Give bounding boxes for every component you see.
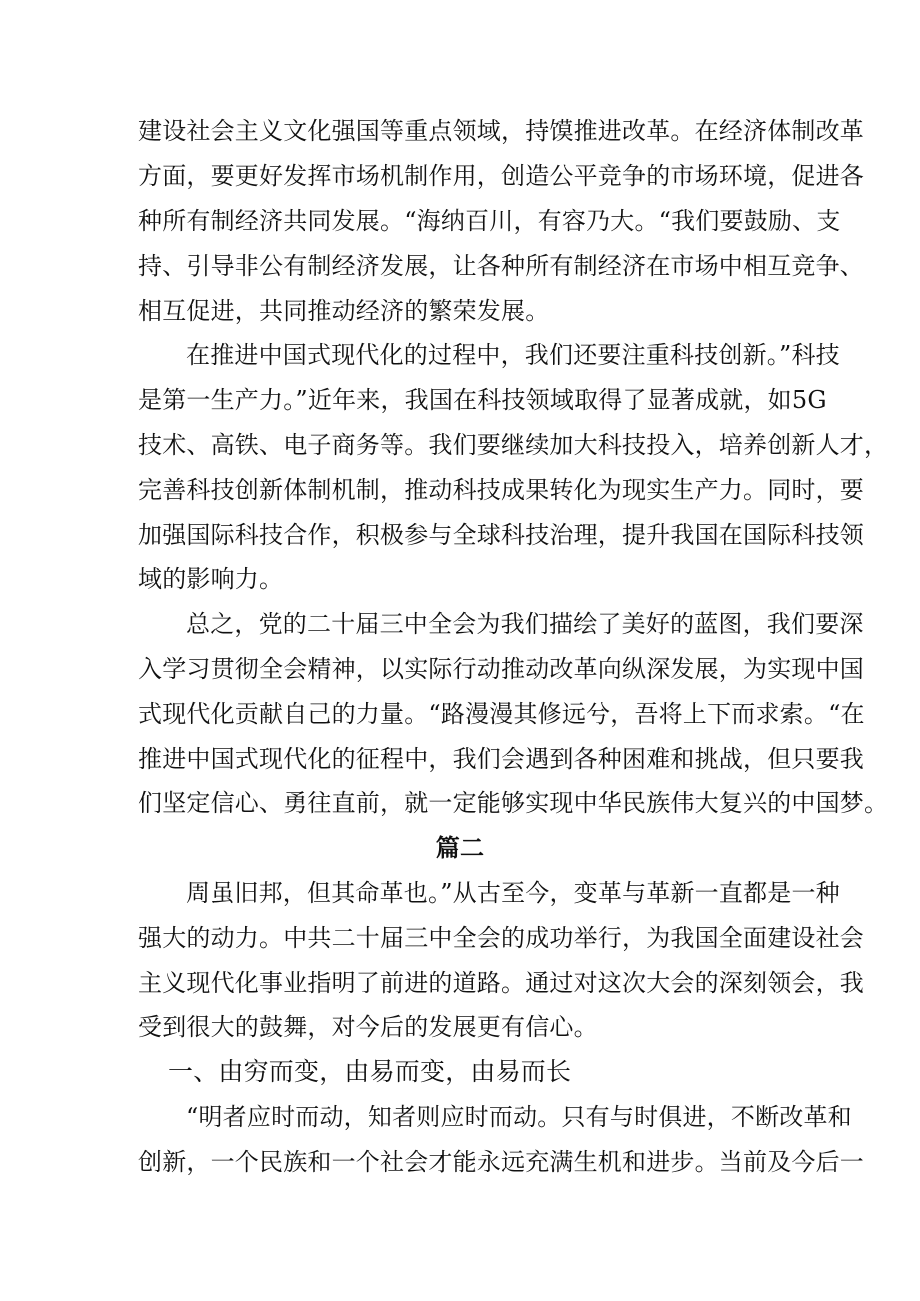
text-line: 持、引导非公有制经济发展，让各种所有制经济在市场中相互竞争、 (138, 252, 864, 280)
section-heading: 篇二 (435, 833, 485, 862)
text-line: 技术、高铁、电子商务等。我们要继续加大科技投入，培养创新人才， (138, 431, 889, 459)
text-line: 式现代化贡献自己的力量。“路漫漫其修远兮，吾将上下而求索。“在 (138, 700, 865, 728)
text-line: 受到很大的鼓舞，对今后的发展更有信心。 (138, 1013, 598, 1041)
subsection-heading: 一、由穷而变，由易而变，由易而长 (168, 1057, 572, 1086)
text-line: 加强国际科技合作，积极参与全球科技治理，提升我国在国际科技领 (138, 521, 864, 549)
text-line: 是第一生产力。”近年来，我国在科技领域取得了显著成就，如5G (138, 386, 827, 414)
text-line: 强大的动力。中共二十届三中全会的成功举行，为我国全面建设社会 (138, 924, 864, 952)
text-line: 域的影响力。 (138, 565, 284, 593)
text-line: 方面，要更好发挥市场机制作用，创造公平竞争的市场环境，促进各 (138, 162, 864, 190)
text-line: 们坚定信心、勇往直前，就一定能够实现中华民族伟大复兴的中国梦。 (138, 789, 889, 817)
text-line: 创新，一个民族和一个社会才能永远充满生机和进步。当前及今后一 (138, 1148, 864, 1176)
text-line: 建设社会主义文化强国等重点领域，持馍推进改革。在经济体制改革 (138, 117, 864, 145)
text-line: 主义现代化事业指明了前进的道路。通过对这次大会的深刻领会，我 (138, 969, 864, 997)
paragraph-start-line: 周虽旧邦，但其命革也。”从古至今，变革与革新一直都是一种 (186, 879, 840, 907)
text-line: 入学习贯彻全会精神，以实际行动推动改革向纵深发展，为实现中国 (138, 655, 864, 683)
paragraph-start-line: 在推进中国式现代化的过程中，我们还要注重科技创新。”科技 (186, 341, 840, 369)
paragraph-start-line: 总之，党的二十届三中全会为我们描绘了美好的蓝图，我们要深 (186, 610, 864, 638)
text-line: 完善科技创新体制机制，推动科技成果转化为现实生产力。同时，要 (138, 476, 864, 504)
text-line: 推进中国式现代化的征程中，我们会遇到各种困难和挑战，但只要我 (138, 745, 864, 773)
paragraph-start-line: “明者应时而动，知者则应时而动。只有与时俱进，不断改革和 (186, 1103, 852, 1131)
text-line: 相互促进，共同推动经济的繁荣发展。 (138, 297, 550, 325)
text-line: 种所有制经济共同发展。“海纳百川，有容乃大。“我们要鼓励、支 (138, 207, 841, 235)
